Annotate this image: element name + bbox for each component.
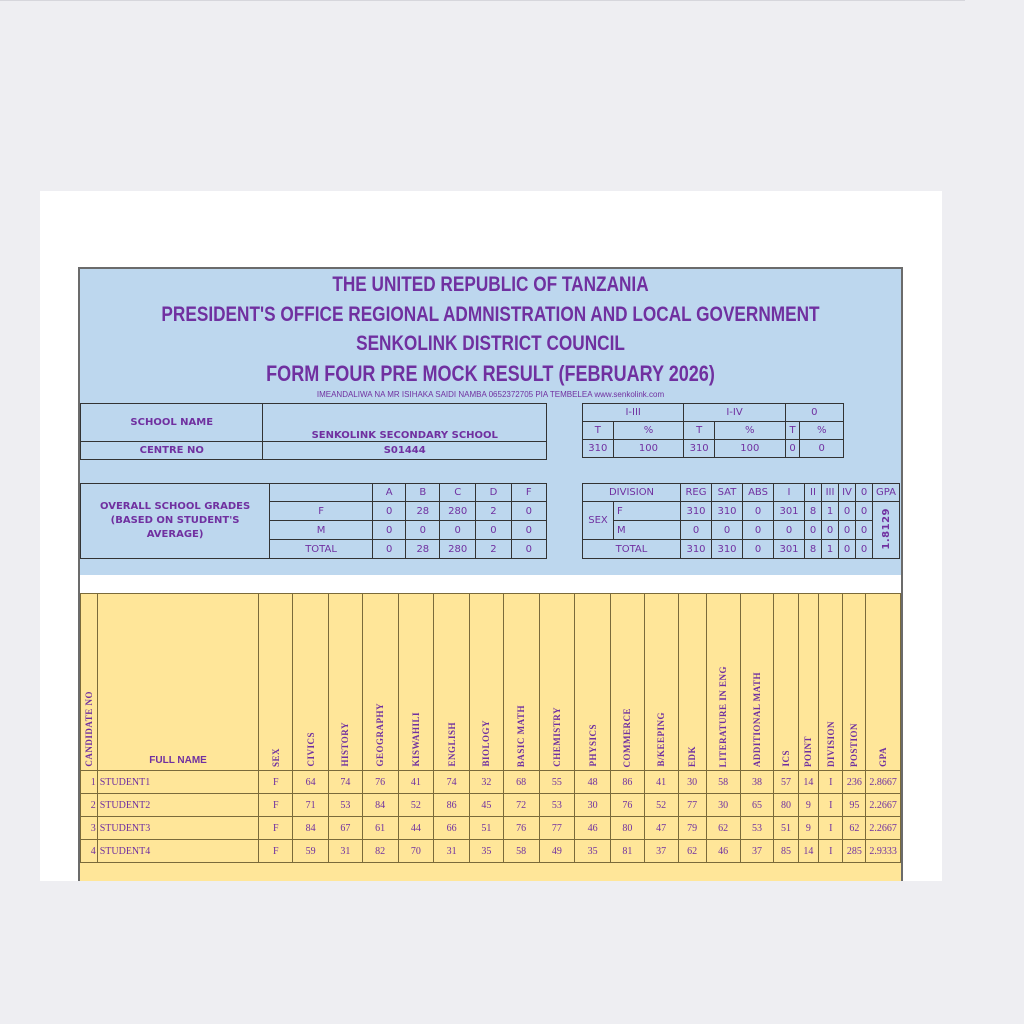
column-header [434,594,470,771]
division-col: SAT [712,484,743,502]
table-cell: 35 [469,840,503,863]
division-row-label: M [614,521,681,540]
division-cell: 0 [822,521,839,540]
grade-cell: 28 [406,502,440,521]
division-cell: 0 [712,521,743,540]
division-cell: 301 [774,502,805,521]
division-cell: 8 [805,502,822,521]
table-cell: 84 [362,794,398,817]
column-header [678,594,706,771]
column-header [328,594,362,771]
school-info-table [80,403,547,460]
table-cell: 76 [362,771,398,794]
table-cell: 74 [434,771,470,794]
column-header-label: ENGLISH [446,722,457,767]
division-cell: 1 [822,502,839,521]
column-header-label: GPA [878,747,889,767]
table-cell: 41 [644,771,678,794]
table-cell: 47 [644,817,678,840]
division-col: IV [839,484,856,502]
division-cell: 0 [805,521,822,540]
grade-row-label: M [270,521,373,540]
division-cell: 0 [681,521,712,540]
table-cell: 45 [469,794,503,817]
pct-label: % [800,422,844,440]
table-cell: STUDENT3 [97,817,259,840]
column-header-label: CANDIDATE NO [83,691,94,767]
grade-col: F [511,484,546,502]
table-cell: 53 [740,817,774,840]
grade-cell: 0 [372,502,405,521]
column-header [819,594,843,771]
grade-cell: 0 [372,540,405,559]
table-cell: 84 [293,817,329,840]
column-header [398,594,434,771]
table-cell: 9 [798,817,819,840]
table-row [81,817,901,840]
column-header-label: ICS [781,750,792,767]
table-cell: 95 [843,794,866,817]
column-header-label: BIOLOGY [481,720,492,767]
table-cell: F [259,817,293,840]
table-cell: I [819,840,843,863]
table-cell: 59 [293,840,329,863]
table-cell: 14 [798,771,819,794]
grade-col: D [476,484,511,502]
table-cell: 76 [503,817,539,840]
table-cell: 2.9333 [866,840,901,863]
grade-cell: 280 [440,540,476,559]
table-cell: 3 [81,817,98,840]
table-cell: 2.2667 [866,817,901,840]
division-cell: 0 [856,502,873,521]
division-row-label: TOTAL [583,540,681,559]
table-cell: I [819,794,843,817]
division-col: I [774,484,805,502]
table-cell: 66 [434,817,470,840]
grade-cell: 0 [372,521,405,540]
division-col: III [822,484,839,502]
division-cell: 1 [822,540,839,559]
table-cell: 62 [678,840,706,863]
table-cell: 64 [293,771,329,794]
grade-cell: 2 [476,540,511,559]
result-sheet [78,267,903,881]
table-cell: 81 [610,840,644,863]
table-cell: 51 [774,817,798,840]
column-header-label: ADDITIONAL MATH [751,671,762,767]
column-header [362,594,398,771]
t-label: T [583,422,614,440]
column-header-label: CHEMISTRY [551,707,562,767]
column-header [503,594,539,771]
group-i-iii: I-III [583,404,684,422]
column-header [866,594,901,771]
grade-col: A [372,484,405,502]
table-cell: F [259,771,293,794]
table-row [81,771,901,794]
division-col: II [805,484,822,502]
table-cell: 285 [843,840,866,863]
column-header-label: POSTION [849,722,860,767]
column-header-label: BASIC MATH [516,704,527,767]
column-header [774,594,798,771]
rate-value: 0 [785,440,800,458]
table-cell: 82 [362,840,398,863]
table-cell: 32 [469,771,503,794]
results-header-row [81,594,901,771]
table-cell: 48 [575,771,611,794]
table-cell: 77 [539,817,575,840]
prepared-by-note: IMEANDALIWA NA MR ISIHAKA SAIDI NAMBA 0652372705 PIA TEMBELEA www.senkolink.com [316,390,665,399]
table-cell: 53 [328,794,362,817]
table-cell: 52 [644,794,678,817]
school-name-value: SENKOLINK SECONDARY SCHOOL [263,404,547,442]
grade-cell: 0 [511,540,546,559]
column-header [610,594,644,771]
table-cell: 2 [81,794,98,817]
table-cell: 236 [843,771,866,794]
column-header-label: COMMERCE [622,707,633,767]
column-header-label: DIVISION [825,720,836,767]
table-cell: 62 [843,817,866,840]
table-cell: 4 [81,840,98,863]
division-cell: 0 [856,521,873,540]
table-cell: 70 [398,840,434,863]
division-cell: 8 [805,540,822,559]
grade-row-label: TOTAL [270,540,373,559]
sheet-header [80,269,901,575]
title-line-1: THE UNITED REPUBLIC OF TANZANIA [332,273,649,296]
grade-cell: 280 [440,502,476,521]
table-cell: 57 [774,771,798,794]
rate-value: 310 [583,440,614,458]
table-cell: 71 [293,794,329,817]
table-cell: 58 [706,771,740,794]
table-cell: 67 [328,817,362,840]
table-cell: 41 [398,771,434,794]
table-cell: 46 [706,840,740,863]
table-cell: STUDENT4 [97,840,259,863]
table-cell: 53 [539,794,575,817]
group-zero: 0 [785,404,843,422]
division-cell: 310 [712,540,743,559]
table-cell: 68 [503,771,539,794]
grade-cell: 0 [476,521,511,540]
column-header [293,594,329,771]
table-row [81,840,901,863]
table-cell: STUDENT2 [97,794,259,817]
centre-no-label: CENTRE NO [81,442,263,460]
division-cell: 301 [774,540,805,559]
table-cell: 35 [575,840,611,863]
table-cell: 46 [575,817,611,840]
table-cell: 2.2667 [866,794,901,817]
pass-rate-table [582,403,844,458]
column-header [798,594,819,771]
grade-cell: 2 [476,502,511,521]
column-header-label: PHYSICS [587,724,598,767]
table-cell: 49 [539,840,575,863]
column-header-label: CIVICS [305,732,316,767]
overall-gpa-cell [873,502,900,559]
table-cell: 65 [740,794,774,817]
rate-value: 100 [613,440,684,458]
table-row [81,794,901,817]
grade-col: B [406,484,440,502]
division-cell: 0 [839,521,856,540]
overall-grades-table [80,483,547,559]
division-cell: 0 [856,540,873,559]
table-cell: 30 [575,794,611,817]
column-header [843,594,866,771]
division-cell: 0 [774,521,805,540]
division-cell: 0 [839,502,856,521]
table-cell: 80 [610,817,644,840]
grade-cell: 0 [511,502,546,521]
table-cell: 9 [798,794,819,817]
table-cell: 51 [469,817,503,840]
column-header [259,594,293,771]
grade-cell: 28 [406,540,440,559]
table-cell: 31 [328,840,362,863]
table-cell: 62 [706,817,740,840]
centre-no-value: S01444 [263,442,547,460]
title-line-4: FORM FOUR PRE MOCK RESULT (FEBRUARY 2026) [266,361,715,386]
division-cell: 0 [743,502,774,521]
grade-col: C [440,484,476,502]
table-cell: 79 [678,817,706,840]
overall-grades-label: OVERALL SCHOOL GRADES (BASED ON STUDENT'S AVERAGE) [81,484,270,559]
t-label: T [684,422,715,440]
rate-value: 100 [714,440,785,458]
column-header [706,594,740,771]
table-cell: 74 [328,771,362,794]
column-header: FULL NAME [97,594,259,771]
table-cell: 2.8667 [866,771,901,794]
division-table [582,483,900,559]
column-header-label: B/KEEPING [656,712,667,767]
table-cell: 31 [434,840,470,863]
results-table [80,593,901,863]
division-cell: 310 [712,502,743,521]
column-header [539,594,575,771]
column-header [575,594,611,771]
division-cell: 0 [743,521,774,540]
column-header-label: GEOGRAPHY [375,703,386,767]
school-name-label: SCHOOL NAME [81,404,263,442]
column-header [81,594,98,771]
table-cell: 30 [706,794,740,817]
table-cell: 76 [610,794,644,817]
table-cell: 61 [362,817,398,840]
division-col: 0 [856,484,873,502]
table-cell: I [819,817,843,840]
pct-label: % [613,422,684,440]
division-cell: 310 [681,540,712,559]
table-cell: 77 [678,794,706,817]
column-header-label: SEX [270,747,281,767]
table-cell: 37 [644,840,678,863]
column-header-label: POINT [803,735,814,767]
division-cell: 0 [839,540,856,559]
table-cell: 86 [434,794,470,817]
table-cell: 14 [798,840,819,863]
table-cell: 52 [398,794,434,817]
division-cell: 0 [743,540,774,559]
t-label: T [785,422,800,440]
table-cell: 58 [503,840,539,863]
grade-cell: 0 [440,521,476,540]
group-i-iv: I-IV [684,404,785,422]
results-section [80,593,901,881]
table-cell: 85 [774,840,798,863]
division-cell: 310 [681,502,712,521]
table-cell: 86 [610,771,644,794]
column-header-label: EDK [687,745,698,767]
top-divider [0,0,965,1]
title-line-2: PRESIDENT'S OFFICE REGIONAL ADMNISTRATION AND LOCAL GOVERNMENT [161,303,820,326]
column-header [469,594,503,771]
table-cell: F [259,840,293,863]
grade-cell: 0 [511,521,546,540]
division-col: REG [681,484,712,502]
table-cell: 72 [503,794,539,817]
column-header [644,594,678,771]
table-cell: 38 [740,771,774,794]
table-cell: 44 [398,817,434,840]
table-cell: 55 [539,771,575,794]
rate-value: 0 [800,440,844,458]
division-col: GPA [873,484,900,502]
column-header-label: LITERATURE IN ENG [718,665,729,767]
table-cell: 1 [81,771,98,794]
rate-value: 310 [684,440,715,458]
table-cell: STUDENT1 [97,771,259,794]
table-cell: 37 [740,840,774,863]
column-header [740,594,774,771]
title-line-3: SENKOLINK DISTRICT COUNCIL [356,332,625,355]
grade-cell: 0 [406,521,440,540]
division-row-label: F [614,502,681,521]
pct-label: % [714,422,785,440]
table-cell: I [819,771,843,794]
column-header-label: HISTORY [340,722,351,767]
grade-row-label: F [270,502,373,521]
sex-label: SEX [583,502,614,540]
division-col: ABS [743,484,774,502]
image-card [40,191,942,881]
table-cell: 80 [774,794,798,817]
table-cell: 30 [678,771,706,794]
division-header: DIVISION [583,484,681,502]
overall-gpa-value: 1.8129 [880,507,892,550]
column-header-label: KISWAHILI [410,712,421,767]
table-cell: F [259,794,293,817]
